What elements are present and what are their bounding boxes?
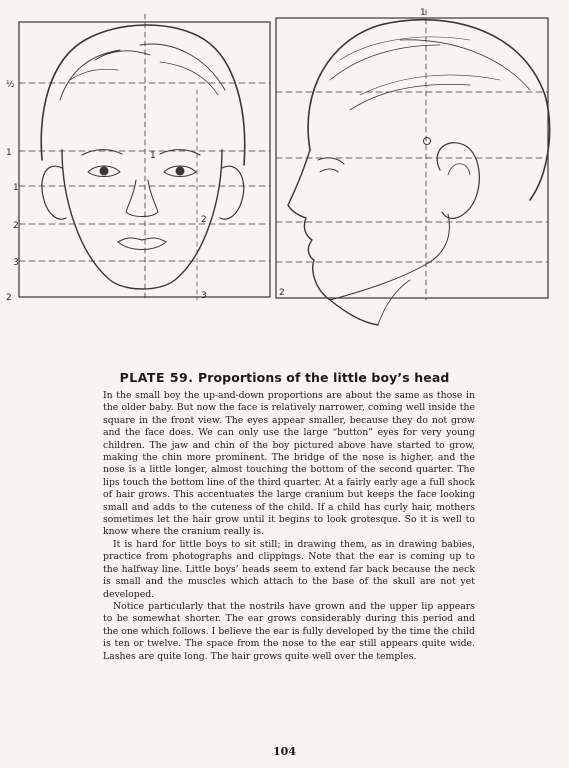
mark-quarter-3: 3 [13, 258, 19, 268]
mark-quarter-2: 2 [13, 221, 19, 231]
mark-center-1: 1 [150, 151, 156, 161]
page-number: 104 [273, 745, 296, 758]
mark-1: 1 [6, 148, 12, 158]
mark-right-3: 3 [201, 291, 207, 301]
profile-mark-1: 1 [420, 8, 426, 18]
profile-mark-2: 2 [279, 288, 285, 298]
plate-title: Proportions of the little boy’s head [197, 370, 450, 385]
front-view-marks [6, 80, 207, 303]
front-view-drawing [19, 14, 270, 300]
mark-quarter-1: 1 [13, 183, 19, 193]
profile-view-drawing [276, 10, 550, 325]
drawing-plate [0, 0, 569, 345]
paragraph-1: In the small boy the up-and-down proportions are about the same as those in the older baby. But now the face is relatively narrower, coming well inside the square in the front view. The eyes appear smaller, because they do not grow and the face does. We can only use the large “button” eyes for very young children. The jaw and chin of the boy pictured above have started to grow, making the chin more prominent. The bridge of the nose is higher, and the nose is a little longer, almost touching the bottom of the second quarter. The lips touch the bottom line of the third quarter. At a fairly early age a full shock of hair grows. This accentuates the large cranium but keeps the face looking small and adds to the cuteness of the child. If a child has curly hair, mothers sometimes let the hair grow until it begins to look grotesque. So it is well to know where the cranium really is. [103, 390, 475, 538]
plate-caption [0, 370, 569, 385]
paragraph-2: It is hard for little boys to sit still; in drawing them, as in drawing babies, practice from photographs and clippings. Note that the ear is coming up to the halfway line. Little boys’ heads seem to extend far back because the neck is small and the muscles which attach to the base of the skull are not yet developed. [103, 538, 475, 600]
paragraph-3: Notice particularly that the nostrils have grown and the upper lip appears to be somewhat shorter. The ear grows considerably during this period and the one which follows. I believe the ear is fully developed by the time the child is ten or twelve. The space from the nose to the ear still appears quite wide. Lashes are quite long. The hair grows quite well over the temples. [103, 600, 475, 662]
profile-view-marks [279, 8, 426, 298]
mark-half: ½ [6, 80, 15, 90]
mark-2: 2 [6, 293, 12, 303]
plate-number: PLATE 59. [119, 370, 194, 385]
mark-right-2: 2 [201, 215, 207, 225]
body-text [103, 390, 475, 663]
